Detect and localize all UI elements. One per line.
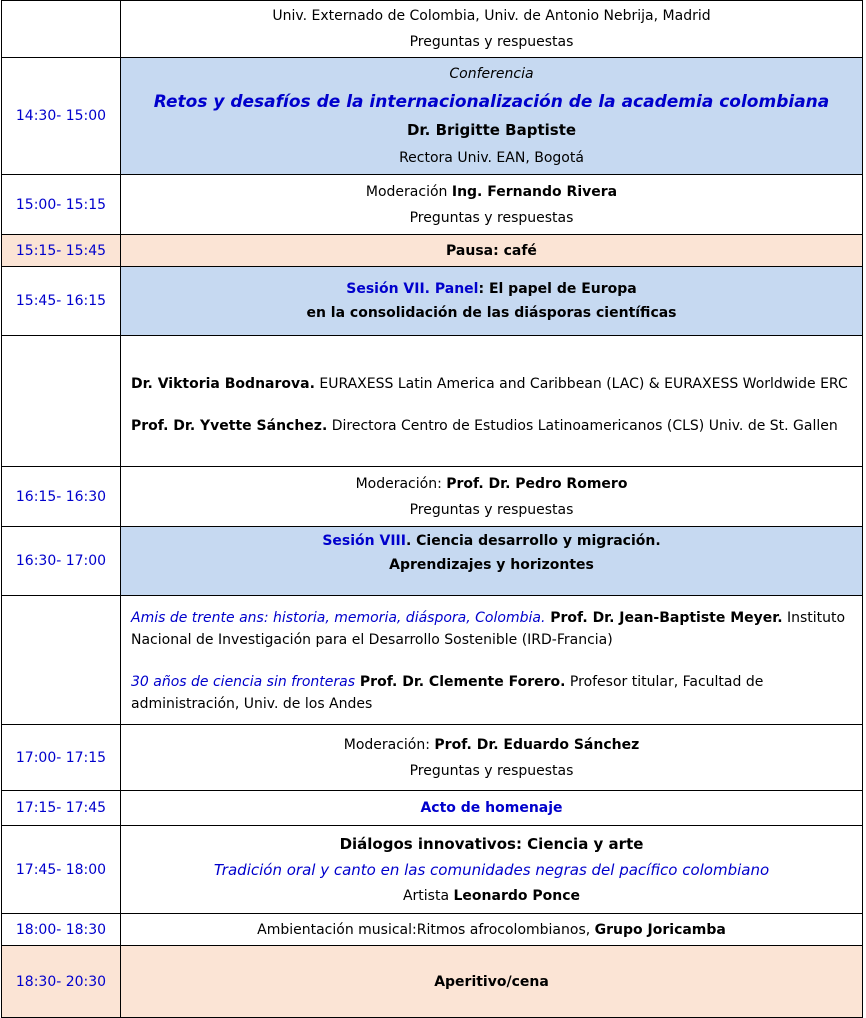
table-row <box>2 946 863 1018</box>
speaker-affiliation: Instituto Nacional de Investigación para el Desarrollo Sostenible (IRD-Francia) <box>131 610 846 648</box>
artist-label: Artista <box>402 887 454 904</box>
dialogues-subtitle: Tradición oral y canto en las comunidades negras del pacífico colombiano <box>213 860 770 879</box>
session-title: . Ciencia desarrollo y migración. <box>405 533 661 549</box>
content-cell <box>121 725 863 791</box>
session-title-line <box>121 277 862 301</box>
dialogues-title: Diálogos innovativos: Ciencia y arte <box>339 834 644 853</box>
time-cell: 15:15- 15:45 <box>2 235 121 267</box>
time-cell: 17:00- 17:15 <box>2 725 121 791</box>
dinner-cell: Aperitivo/cena <box>121 946 863 1018</box>
moderator-name: Ing. Fernando Rivera <box>451 183 618 200</box>
table-row <box>2 336 863 467</box>
session-header-cell <box>121 527 863 596</box>
program-table <box>1 0 863 1018</box>
panelist-entry <box>131 373 852 395</box>
artist-line <box>121 883 862 909</box>
table-row <box>2 791 863 826</box>
time-cell: 18:30- 20:30 <box>2 946 121 1018</box>
moderation-line <box>121 471 862 497</box>
table-row <box>2 235 863 267</box>
break-cell: Pausa: café <box>121 235 863 267</box>
conference-title: Retos y desafíos de la internacionalización de la academia colombiana <box>153 92 830 112</box>
panelist-entry <box>131 415 852 437</box>
affiliation-text: Univ. Externado de Colombia, Univ. de Antonio Nebrija, Madrid <box>272 8 711 24</box>
time-cell: 14:30- 15:00 <box>2 58 121 175</box>
content-cell <box>121 467 863 527</box>
qa-text: Preguntas y respuestas <box>409 501 574 518</box>
group-name: Grupo Joricamba <box>594 921 726 938</box>
moderator-name: Prof. Dr. Eduardo Sánchez <box>434 736 640 753</box>
panelist-name: Dr. Viktoria Bodnarova. <box>131 375 315 392</box>
speaker-name: Prof. Dr. Jean-Baptiste Meyer. <box>545 610 783 626</box>
time-cell: 17:45- 18:00 <box>2 826 121 914</box>
session-title-line2: en la consolidación de las diásporas científicas <box>306 305 677 321</box>
table-row <box>2 467 863 527</box>
content-cell <box>121 175 863 235</box>
speaker-affiliation: Rectora Univ. EAN, Bogotá <box>399 150 584 166</box>
session-label: Sesión VIII <box>322 533 406 549</box>
session-kind: Conferencia <box>449 66 534 82</box>
music-text: Ambientación musical:Ritmos afrocolombianos, <box>257 921 595 938</box>
time-cell <box>2 596 121 725</box>
content-cell <box>121 826 863 914</box>
session-title-line <box>121 529 862 553</box>
time-cell: 15:00- 15:15 <box>2 175 121 235</box>
table-row <box>2 175 863 235</box>
content-cell <box>121 914 863 946</box>
time-cell <box>2 1 121 58</box>
table-row <box>2 58 863 175</box>
talks-cell <box>121 596 863 725</box>
session-title-line2: Aprendizajes y horizontes <box>389 557 594 573</box>
table-row <box>2 527 863 596</box>
table-row <box>2 267 863 336</box>
homage-cell: Acto de homenaje <box>121 791 863 826</box>
qa-text: Preguntas y respuestas <box>409 209 574 226</box>
time-cell: 16:15- 16:30 <box>2 467 121 527</box>
speaker-affiliation: Profesor titular, Facultad de administración, Univ. de los Andes <box>131 674 764 712</box>
time-cell: 15:45- 16:15 <box>2 267 121 336</box>
table-row <box>2 826 863 914</box>
artist-name: Leonardo Ponce <box>453 887 581 904</box>
talk-entry <box>131 607 852 651</box>
time-cell: 17:15- 17:45 <box>2 791 121 826</box>
talk-title: Amis de trente ans: historia, memoria, diáspora, Colombia. <box>131 610 546 626</box>
moderation-label: Moderación <box>365 183 448 200</box>
time-cell: 18:00- 18:30 <box>2 914 121 946</box>
qa-text: Preguntas y respuestas <box>409 762 574 779</box>
session-header-cell <box>121 267 863 336</box>
moderation-line <box>121 732 862 758</box>
table-row <box>2 914 863 946</box>
time-cell: 16:30- 17:00 <box>2 527 121 596</box>
session-title: : El papel de Europa <box>478 281 637 297</box>
talk-entry <box>131 671 852 715</box>
panelists-cell <box>121 336 863 467</box>
content-cell <box>121 1 863 58</box>
moderation-label: Moderación: <box>343 736 435 753</box>
content-cell <box>121 58 863 175</box>
panelist-affiliation: Directora Centro de Estudios Latinoamericanos (CLS) Univ. de St. Gallen <box>327 417 838 434</box>
speaker-name: Prof. Dr. Clemente Forero. <box>355 674 566 690</box>
moderator-name: Prof. Dr. Pedro Romero <box>446 475 628 492</box>
speaker-name: Dr. Brigitte Baptiste <box>406 121 577 139</box>
table-row <box>2 1 863 58</box>
table-row <box>2 596 863 725</box>
moderation-label: Moderación: <box>355 475 447 492</box>
table-row <box>2 725 863 791</box>
panelist-name: Prof. Dr. Yvette Sánchez. <box>131 417 328 434</box>
qa-text: Preguntas y respuestas <box>409 34 574 50</box>
talk-title: 30 años de ciencia sin fronteras <box>131 674 356 690</box>
time-cell <box>2 336 121 467</box>
panelist-affiliation: EURAXESS Latin America and Caribbean (LAC) & EURAXESS Worldwide ERC <box>314 375 848 392</box>
session-label: Sesión VII. Panel <box>346 281 479 297</box>
moderation-line <box>121 179 862 205</box>
